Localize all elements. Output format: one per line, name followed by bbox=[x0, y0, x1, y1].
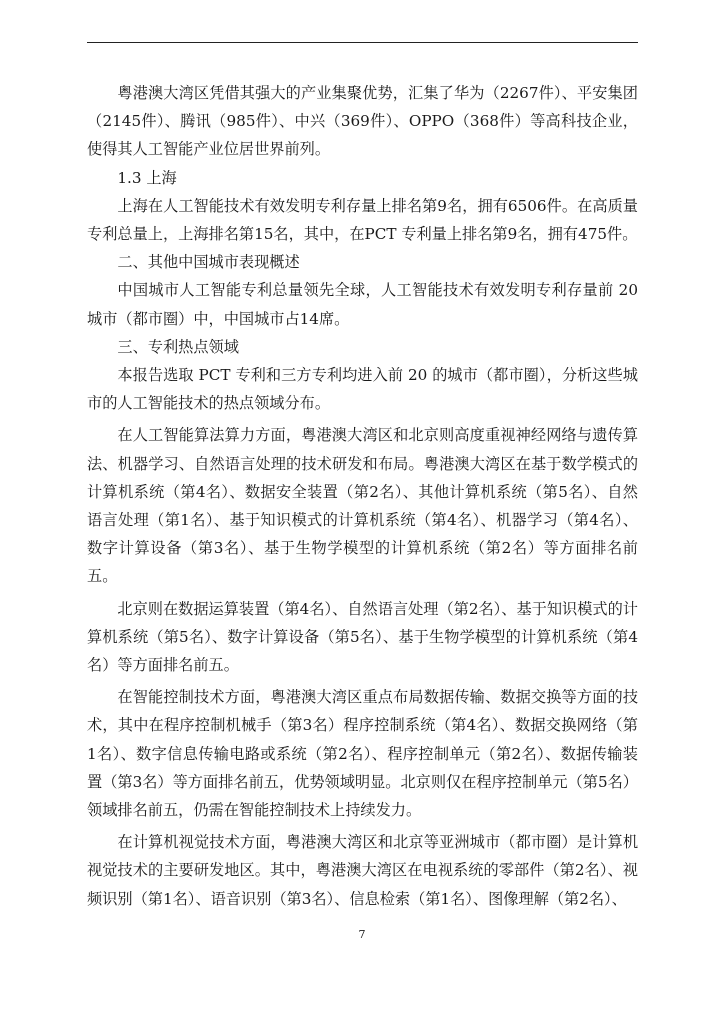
paragraph: 本报告选取 PCT 专利和三方专利均进入前 20 的城市（都市圈），分析这些城市的人工智能技术的热点领域分布。 bbox=[87, 366, 638, 413]
paragraph: 在人工智能算法算力方面，粤港澳大湾区和北京则高度重视神经网络与遗传算法、机器学习、自然语言处理的技术研发和布局。粤港澳大湾区在基于数学模式的计算机系统（第4名）、数据安全装置（第2名）、其他计算机系统（第5名）、自然语言处理（第1名）、基于知识模式的计算机系统（第4名）、机器学习（第4名）、数字计算设备（第3名）、基于生物学模型的计算机系统（第2名）等方面排名前五。 bbox=[87, 426, 638, 586]
paragraph: 北京则在数据运算装置（第4名）、自然语言处理（第2名）、基于知识模式的计算机系统（第5名）、数字计算设备（第5名）、基于生物学模型的计算机系统（第4名）等方面排名前五。 bbox=[87, 599, 638, 675]
paragraph: 中国城市人工智能专利总量领先全球，人工智能技术有效发明专利存量前 20 城市（都市圈）中，中国城市占14席。 bbox=[87, 281, 638, 328]
header-rule bbox=[87, 42, 638, 43]
section-heading: 1.3 上海 bbox=[117, 168, 177, 187]
section-heading: 三、专利热点领域 bbox=[117, 337, 239, 356]
page-number: 7 bbox=[358, 928, 366, 941]
paragraph: 粤港澳大湾区凭借其强大的产业集聚优势，汇集了华为（2267件）、平安集团（2145件）、腾讯（985件）、中兴（369件）、OPPO（368件）等高科技企业，使得其人工智能产业位居世界前列。 bbox=[87, 84, 638, 159]
paragraph: 在智能控制技术方面，粤港澳大湾区重点布局数据传输、数据交换等方面的技术，其中在程序控制机械手（第3名）程序控制系统（第4名）、数据交换网络（第1名）、数字信息传输电路或系统（第2名）、程序控制单元（第2名）、数据传输装置（第3名）等方面排名前五，优势领域明显。北京则仅在程序控制单元（第5名）领域排名前五，仍需在智能控制技术上持续发力。 bbox=[87, 688, 638, 820]
section-heading: 二、其他中国城市表现概述 bbox=[117, 253, 300, 272]
paragraph: 在计算机视觉技术方面，粤港澳大湾区和北京等亚洲城市（都市圈）是计算机视觉技术的主要研发地区。其中，粤港澳大湾区在电视系统的零部件（第2名）、视频识别（第1名）、语音识别（第3名）、信息检索（第1名）、图像理解（第2名）、 bbox=[87, 833, 638, 908]
body-text bbox=[87, 79, 638, 913]
paragraph: 上海在人工智能技术有效发明专利存量上排名第9名，拥有6506件。在高质量专利总量上，上海排名第15名，其中，在PCT 专利量上排名第9名，拥有475件。 bbox=[87, 196, 638, 244]
